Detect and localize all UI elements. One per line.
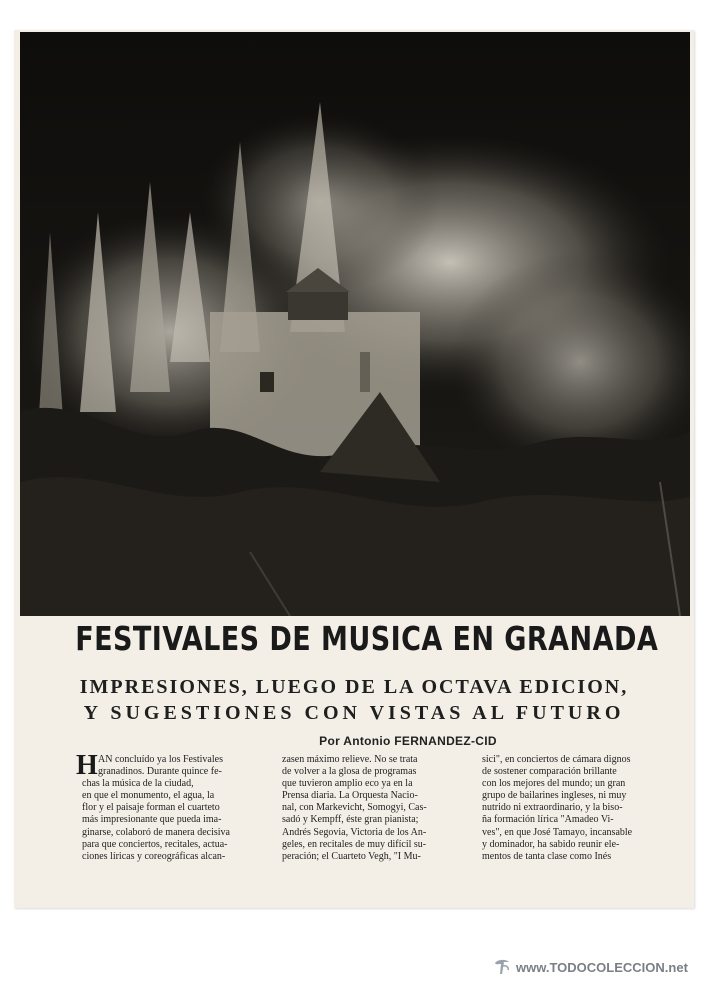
body-line: Prensa diaria. La Orquesta Nacio- [282, 790, 418, 802]
body-line: peración; el Cuarteto Vegh, "I Mu- [282, 850, 421, 862]
site-watermark [492, 957, 688, 977]
body-line: AN concluído ya los Festivales [98, 754, 223, 765]
body-line: ginarse, colaboró de manera decisiva [82, 826, 230, 838]
body-line: nal, con Markevicht, Somogyi, Cas- [282, 802, 427, 814]
todocoleccion-logo-icon [492, 957, 512, 977]
night-photo-granada-tower [20, 32, 690, 616]
body-line: sici", en conciertos de cámara dignos [482, 754, 631, 765]
magazine-page [14, 30, 694, 908]
body-line: chas la música de la ciudad, [82, 778, 194, 790]
photo-illustration [20, 32, 690, 616]
watermark-text: www.TODOCOLECCION.net [516, 959, 688, 975]
article-subtitle-line2: Y SUGESTIONES CON VISTAS AL FUTURO [83, 702, 625, 724]
article-body [76, 750, 674, 862]
body-line: para que conciertos, recitales, actua- [82, 838, 228, 850]
body-line: zasen máximo relieve. No se trata [282, 754, 418, 765]
body-line: ña formación lírica "Amadeo Vi- [482, 814, 614, 826]
body-line: grupo de bailarines ingleses, ni muy [482, 790, 627, 802]
body-line: de volver a la glosa de programas [282, 766, 417, 778]
body-line: en que el monumento, el agua, la [82, 790, 215, 802]
body-line: con los mejores del mundo; un gran [482, 778, 626, 790]
article-headline: FESTIVALES DE MUSICA EN GRANADA [75, 619, 659, 658]
body-line: mentos de tanta clase como Inés [482, 850, 612, 862]
article-column-2 [282, 754, 464, 862]
body-line: más impresionante que pueda ima- [82, 814, 222, 826]
body-line: sadó y Kempff, éste gran pianista; [282, 814, 419, 826]
body-line: ves", en que José Tamayo, incansable [482, 826, 633, 838]
body-line: Andrés Segovia, Victoria de los An- [282, 826, 427, 838]
body-line: y dominador, ha sabido reunir ele- [482, 838, 620, 850]
article-column-1 [76, 750, 264, 862]
body-line: ciones líricas y coreográficas alcan- [82, 850, 226, 862]
body-line: granadinos. Durante quince fe- [98, 766, 222, 778]
body-line: geles, en recitales de muy difícil su- [282, 838, 427, 850]
article-byline: Por Antonio FERNANDEZ-CID [319, 734, 497, 748]
article-column-3 [482, 754, 664, 862]
body-line: que tuvieron amplio eco ya en la [282, 778, 413, 790]
body-line: de sostener comparación brillante [482, 766, 617, 778]
body-line: flor y el paisaje forman el cuarteto [82, 802, 220, 814]
drop-cap: H [76, 750, 98, 781]
body-line: nutrido ni extraordinario, y la biso- [482, 802, 623, 814]
article-subtitle-line1: IMPRESIONES, LUEGO DE LA OCTAVA EDICION, [79, 676, 629, 698]
